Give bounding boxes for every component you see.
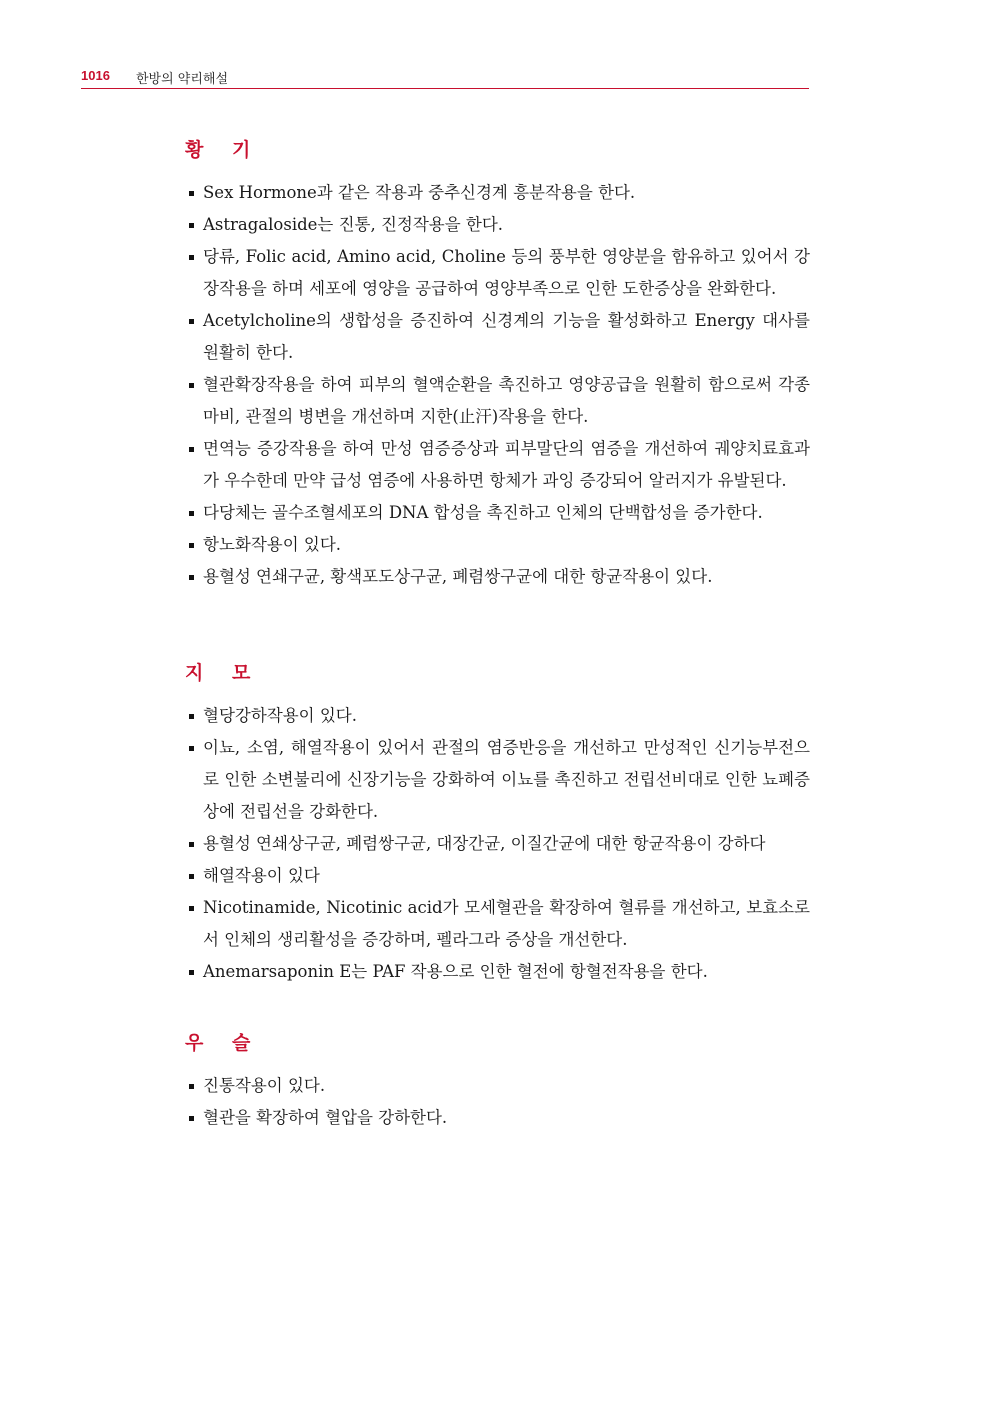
list-item: Acetylcholine의 생합성을 증진하여 신경계의 기능을 활성화하고 Energy 대사를 원활히 한다. xyxy=(185,305,810,369)
section-title: 황 기 xyxy=(185,139,262,161)
list-item: Anemarsaponin E는 PAF 작용으로 인한 혈전에 항혈전작용을 한다. xyxy=(185,956,810,988)
running-header xyxy=(81,66,809,90)
bullet-icon xyxy=(189,714,194,719)
book-title: 한방의 약리해설 xyxy=(136,72,229,87)
list-item: 다당체는 골수조혈세포의 DNA 합성을 촉진하고 인체의 단백합성을 증가한다. xyxy=(185,497,810,529)
list-item: 당류, Folic acid, Amino acid, Choline 등의 풍부한 영양분을 함유하고 있어서 강장작용을 하며 세포에 영양을 공급하여 영양부족으로 인한 도한증상을 완화한다. xyxy=(185,241,810,305)
list-item: 혈관을 확장하여 혈압을 강하한다. xyxy=(185,1102,810,1134)
bullet-icon xyxy=(189,255,194,260)
bullet-list xyxy=(185,700,810,988)
bullet-icon xyxy=(189,575,194,580)
bullet-list xyxy=(185,177,810,593)
bullet-icon xyxy=(189,746,194,751)
list-item: 용혈성 연쇄상구균, 폐렴쌍구균, 대장간균, 이질간균에 대한 항균작용이 강하다 xyxy=(185,828,810,860)
bullet-icon xyxy=(189,319,194,324)
bullet-icon xyxy=(189,874,194,879)
list-item: 이뇨, 소염, 해열작용이 있어서 관절의 염증반응을 개선하고 만성적인 신기능부전으로 인한 소변불리에 신장기능을 강화하여 이뇨를 촉진하고 전립선비대로 인한 뇨폐증상에 전립선을 강화한다. xyxy=(185,732,810,828)
list-item: 진통작용이 있다. xyxy=(185,1070,810,1102)
bullet-icon xyxy=(189,906,194,911)
bullet-icon xyxy=(189,543,194,548)
section-jimo xyxy=(185,660,810,988)
list-item: Astragaloside는 진통, 진정작용을 한다. xyxy=(185,209,810,241)
header-rule xyxy=(81,88,809,89)
list-item: 용혈성 연쇄구균, 황색포도상구균, 폐렴쌍구균에 대한 항균작용이 있다. xyxy=(185,561,810,593)
bullet-icon xyxy=(189,1116,194,1121)
list-item: Nicotinamide, Nicotinic acid가 모세혈관을 확장하여 혈류를 개선하고, 보효소로서 인체의 생리활성을 증강하며, 펠라그라 증상을 개선한다. xyxy=(185,892,810,956)
page-number: 1016 xyxy=(81,68,110,83)
list-item: 항노화작용이 있다. xyxy=(185,529,810,561)
bullet-icon xyxy=(189,383,194,388)
bullet-icon xyxy=(189,191,194,196)
list-item: 면역능 증강작용을 하여 만성 염증증상과 피부말단의 염증을 개선하여 궤양치료효과가 우수한데 만약 급성 염증에 사용하면 항체가 과잉 증강되어 알러지가 유발된다. xyxy=(185,433,810,497)
bullet-icon xyxy=(189,511,194,516)
bullet-icon xyxy=(189,447,194,452)
bullet-icon xyxy=(189,842,194,847)
section-hwanggi xyxy=(185,137,810,593)
section-title: 우 슬 xyxy=(185,1032,262,1054)
bullet-list xyxy=(185,1070,810,1134)
list-item: 해열작용이 있다 xyxy=(185,860,810,892)
bullet-icon xyxy=(189,223,194,228)
bullet-icon xyxy=(189,1084,194,1089)
section-title: 지 모 xyxy=(185,662,262,684)
list-item: 혈당강하작용이 있다. xyxy=(185,700,810,732)
list-item: 혈관확장작용을 하여 피부의 혈액순환을 촉진하고 영양공급을 원활히 함으로써 각종 마비, 관절의 병변을 개선하며 지한(止汗)작용을 한다. xyxy=(185,369,810,433)
section-useul xyxy=(185,1030,810,1134)
bullet-icon xyxy=(189,970,194,975)
list-item: Sex Hormone과 같은 작용과 중추신경계 흥분작용을 한다. xyxy=(185,177,810,209)
